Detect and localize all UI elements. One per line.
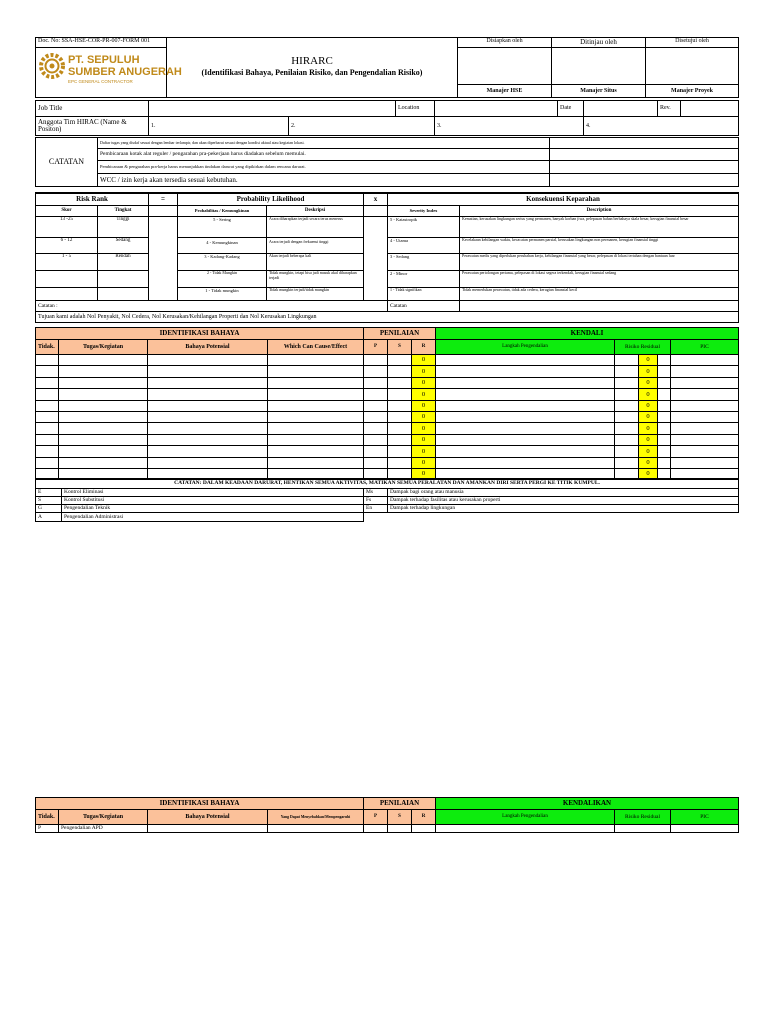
team-member-1[interactable]: 1.: [148, 116, 289, 136]
p2-code-p: P: [35, 824, 59, 833]
legend-code-ms: Ms: [363, 488, 388, 497]
risk-rank-title: Risk Rank: [35, 192, 149, 206]
prob-desc-1: Tidak mungkin terjadi/tidak mungkin: [266, 287, 364, 301]
section-kendali: KENDALI: [435, 327, 739, 340]
rank-skor-medium: 6 - 12: [35, 237, 98, 254]
col-r: R: [411, 339, 436, 355]
p2-section-kendali: KENDALIKAN: [435, 797, 739, 810]
legend-environment: Dampak terhadap lingkungan: [387, 504, 739, 513]
probability-title: Probability Likelihood: [177, 192, 364, 206]
cell-residual-value[interactable]: 0: [638, 354, 658, 366]
col-no: Tidak.: [35, 339, 59, 355]
note-item-1: Daftar tugas yang disdaf sesuai dengan lembar terlampir, dan akan diperbarui sesuai dengan kondisi aktual atau kegiatan lokasi.: [97, 137, 550, 149]
cell-r[interactable]: 0: [411, 377, 436, 389]
cell-r[interactable]: 0: [411, 434, 436, 446]
col-description-2: Description: [459, 205, 739, 217]
cell-r[interactable]: 0: [411, 468, 436, 480]
prob-level-1: 1 - Tidak mungkin: [177, 287, 267, 301]
cell-residual-value[interactable]: 0: [638, 365, 658, 378]
sev-desc-3: Perawatan medis yang diperlukan perubahan kerja, kehilangan finansial yang besar, pelepasan di lokasi tertahan dengan bantuan luar: [459, 253, 739, 271]
col-p: P: [363, 339, 388, 355]
team-member-4[interactable]: 4.: [583, 116, 739, 136]
legend-code-a: A: [35, 512, 62, 522]
col-s: S: [387, 339, 412, 355]
legend-code-e: E: [35, 488, 62, 497]
p2-col-task: Tugas/Kegiatan: [58, 809, 148, 825]
p2-cell-residual[interactable]: [614, 824, 671, 833]
rank-empty-2: [97, 270, 149, 288]
cell-residual-value[interactable]: 0: [638, 411, 658, 423]
notes-label: CATATAN: [35, 137, 98, 187]
equals-column: [148, 216, 178, 301]
role-project: Manajer Proyek: [645, 84, 739, 98]
p2-col-effect: Yang Dapat Menyebabkan/Mempengaruhi: [267, 809, 364, 825]
consequence-title: Konsekuensi Keparahan: [387, 192, 739, 206]
job-title-label: Job Title: [35, 100, 149, 117]
p2-col-pic: PIC: [670, 809, 739, 825]
note-extra-4: [549, 173, 739, 187]
rev-label: Rev.: [657, 100, 681, 117]
cell-r[interactable]: 0: [411, 457, 436, 469]
legend-administrative: Pengendalian Administrasi: [61, 512, 364, 522]
company-name-line2: SUMBER ANUGERAH: [68, 66, 182, 78]
note-item-2: Pembicaraan kotak alat reguler / pengarahan pra-pekerjaan harus diadakan sebelum memulai.: [97, 148, 550, 161]
sev-level-4: 4 - Utama: [387, 237, 460, 254]
p2-col-no: Tidak.: [35, 809, 59, 825]
prepared-by-signature[interactable]: [457, 47, 552, 85]
col-severity: Severity Index: [387, 205, 460, 217]
legend-code-s: S: [35, 496, 62, 505]
times-sign: x: [363, 192, 388, 206]
p2-cell-r[interactable]: [411, 824, 436, 833]
col-task: Tugas/Kegiatan: [58, 339, 148, 355]
cell-residual-value[interactable]: 0: [638, 377, 658, 389]
reviewed-by-signature[interactable]: [551, 47, 646, 85]
company-tagline: EPC GENERAL CONTRACTOR: [68, 79, 133, 84]
location-label: Location: [395, 100, 435, 117]
rank-empty-1: [35, 270, 98, 288]
company-gear-logo-icon: [39, 53, 65, 79]
sev-level-2: 2 - Minor: [387, 270, 460, 288]
approved-by-signature[interactable]: [645, 47, 739, 85]
prob-level-3: 3 - Kadang-Kadang: [177, 253, 267, 271]
p2-col-hazard: Bahaya Potensial: [147, 809, 268, 825]
sev-level-1: 1 - Tidak signifikan: [387, 287, 460, 301]
p2-ppe-control: Pengendalian APD: [58, 824, 148, 833]
sev-level-5: 5 - Katastropik: [387, 216, 460, 238]
legend-facility: Dampak terhadap fasilitas atau kerusakan properti: [387, 496, 739, 505]
times-column: [363, 216, 388, 301]
section-penilaian: PENILAIAN: [363, 327, 436, 340]
role-hse: Manajer HSE: [457, 84, 552, 98]
rank-level-high: Tinggi: [97, 216, 149, 238]
legend-code-g: G: [35, 504, 62, 513]
cell-r[interactable]: 0: [411, 400, 436, 412]
p2-col-control-measures: Langkah Pengendalian: [435, 809, 615, 825]
legend-engineering: Pengendalian Teknik: [61, 504, 364, 513]
company-name-line1: PT. SEPULUH: [68, 54, 140, 66]
rev-field[interactable]: [680, 100, 739, 117]
prob-level-4: 4 - Kemungkinan: [177, 237, 267, 254]
sev-desc-4: Kecelakaan kehilangan waktu, kecacatan permanen parsial, kerusakan lingkungan non permanen, kerugian finansial tinggi: [459, 237, 739, 254]
rank-empty-3: [35, 287, 98, 301]
note-item-3: Pembicaraan & pengarahan pra-kerja harus menunjukkan tindakan darurat yang dipikirkan dalam rencana darurat.: [97, 160, 550, 174]
cell-r[interactable]: 0: [411, 411, 436, 423]
prob-desc-5: Acara diharapkan terjadi secara terus menerus: [266, 216, 364, 238]
col-skor: Skor: [35, 205, 98, 217]
col-pic: PIC: [670, 339, 739, 355]
col-residual-risk: Risiko Residual: [614, 339, 671, 355]
cell-residual-value[interactable]: 0: [638, 434, 658, 446]
date-field[interactable]: [583, 100, 658, 117]
rank-level-medium: Sedang: [97, 237, 149, 254]
cell-r[interactable]: 0: [411, 388, 436, 401]
prob-level-5: 5 - Sering: [177, 216, 267, 238]
cell-residual-value[interactable]: 0: [638, 445, 658, 458]
reviewed-by-label: Ditinjau oleh: [551, 37, 646, 48]
legend-substitution: Kontrol Substitusi: [61, 496, 364, 505]
cell-r[interactable]: 0: [411, 365, 436, 378]
doc-number: Doc. No: SSA-HSE-COR-PR-007-FORM 001: [35, 37, 167, 48]
team-member-3[interactable]: 3.: [434, 116, 584, 136]
prepared-by-label: Disiapkan oleh: [457, 37, 552, 48]
col-description: Deskripsi: [266, 205, 364, 217]
p2-col-s: S: [387, 809, 412, 825]
col-hazard: Bahaya Potensial: [147, 339, 268, 355]
date-label: Date: [557, 100, 584, 117]
p2-col-p: P: [363, 809, 388, 825]
sev-desc-5: Kematian, kerusakan lingkungan serius yang permanen, banyak korban jiwa, pelepasan bahan berbahaya skala besar, kerugian finansial besar: [459, 216, 739, 238]
cell-residual-value[interactable]: 0: [638, 457, 658, 469]
sev-desc-2: Perawatan pertolongan pertama, pelepasan di lokasi segera terkendali, kerugian finansial sedang: [459, 270, 739, 288]
cell-residual-value[interactable]: 0: [638, 400, 658, 412]
p2-cell-s[interactable]: [387, 824, 412, 833]
matrix-notes-left: Catatan :: [35, 300, 388, 312]
legend-people: Dampak bagi orang atau manusia: [387, 488, 739, 497]
cell-residual-value[interactable]: 0: [638, 468, 658, 480]
prob-desc-4: Acara terjadi dengan frekuensi tinggi: [266, 237, 364, 254]
rank-skor-low: 1 - 5: [35, 253, 98, 271]
note-extra-3: [549, 160, 739, 174]
cell-r[interactable]: 0: [411, 445, 436, 458]
prob-desc-2: Tidak mungkin, tetapi bisa jadi masuk akal diharapkan terjadi: [266, 270, 364, 288]
cell-residual-value[interactable]: 0: [638, 422, 658, 435]
legend-code-fs: Fs: [363, 496, 388, 505]
col-control-measures: Langkah Pengendalian: [435, 339, 615, 355]
sev-desc-1: Tidak memerlukan perawatan, tidak ada cedera, kerugian finansial kecil: [459, 287, 739, 301]
rank-skor-high: 13 -25: [35, 216, 98, 238]
location-field[interactable]: [434, 100, 558, 117]
role-site: Manajer Situs: [551, 84, 646, 98]
sev-level-3: 3 - Sedang: [387, 253, 460, 271]
col-probability: Probabilitas / Kemungkinan: [177, 205, 267, 217]
matrix-notes-right: Catatan: [387, 300, 460, 312]
p2-cell-effect[interactable]: [267, 824, 364, 833]
p2-cell-p[interactable]: [363, 824, 388, 833]
section-identifikasi: IDENTIFIKASI BAHAYA: [35, 327, 364, 340]
prob-level-2: 2 - Tidak Mungkin: [177, 270, 267, 288]
prob-desc-3: Akan terjadi beberapa kali: [266, 253, 364, 271]
p2-cell-control[interactable]: [435, 824, 615, 833]
col-effect: Which Can Cause/Effect: [267, 339, 364, 355]
rank-empty-4: [97, 287, 149, 301]
note-item-4: WCC / izin kerja akan tersedia sesuai kebutuhan.: [97, 173, 550, 187]
rank-level-low: Rendah: [97, 253, 149, 271]
equals-sign: =: [148, 192, 178, 206]
p2-cell-pic[interactable]: [670, 824, 739, 833]
p2-section-penilaian: PENILAIAN: [363, 797, 436, 810]
page-subtitle: (Identifikasi Bahaya, Penilaian Risiko, dan Pengendalian Risiko): [201, 68, 423, 77]
company-logo-cell: [35, 47, 182, 98]
job-title-field[interactable]: [148, 100, 396, 117]
team-member-2[interactable]: 2.: [288, 116, 435, 136]
p2-col-r: R: [411, 809, 436, 825]
approved-by-label: Disetujui oleh: [645, 37, 739, 48]
page-title: HIRARC: [291, 55, 333, 67]
cell-residual-value[interactable]: 0: [638, 388, 658, 401]
cell-r[interactable]: 0: [411, 422, 436, 435]
p2-cell-hazard[interactable]: [147, 824, 268, 833]
cell-r[interactable]: 0: [411, 354, 436, 366]
team-label: Anggota Tim HIRAC (Name & Positon): [35, 116, 149, 136]
legend-elimination: Kontrol Eliminasi: [61, 488, 364, 497]
goal-statement: Tujuan kami adalah Nol Penyakit, Nol Cedera, Nol Kerusakan/Kehilangan Properti dan Nol Kerusakan Lingkungan: [35, 311, 739, 323]
title-cell: [166, 37, 458, 98]
emergency-note: CATATAN: DALAM KEADAAN DARURAT, HENTIKAN SEMUA AKTIVITAS, MATIKAN SEMUA PERALATAN DAN AMANKAN DIRI SERTA PERGI KE TITIK KUMPUL.: [35, 478, 739, 489]
legend-code-en: En: [363, 504, 388, 513]
col-tingkat: Tingkat: [97, 205, 149, 217]
p2-col-residual-risk: Risiko Residual: [614, 809, 671, 825]
p2-section-identifikasi: IDENTIFIKASI BAHAYA: [35, 797, 364, 810]
